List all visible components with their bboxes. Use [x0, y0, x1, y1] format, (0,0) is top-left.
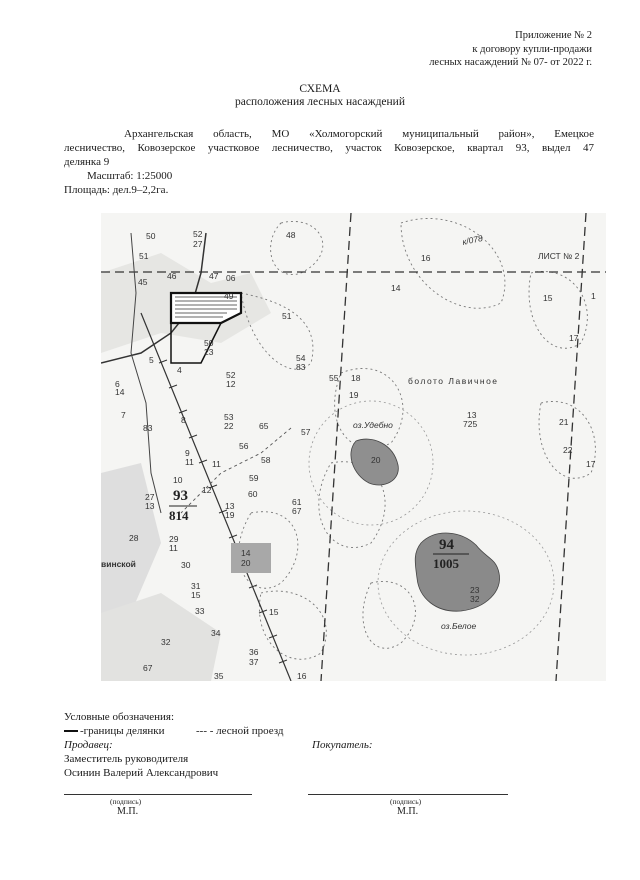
sheet-label: ЛИСТ № 2	[538, 251, 580, 261]
svg-text:6: 6	[115, 379, 120, 389]
shaded-stand	[231, 543, 271, 573]
svg-text:53: 53	[224, 412, 234, 422]
map-scale: Масштаб: 1:25000	[87, 170, 173, 182]
svg-text:32: 32	[470, 594, 480, 604]
svg-text:7: 7	[121, 410, 126, 420]
svg-text:10: 10	[173, 475, 183, 485]
svg-text:22: 22	[563, 445, 573, 455]
location-line-2: лесничество, Ковозерское участковое лесничество, участок Ковозерское, квартал 93, выдел 47	[64, 142, 594, 154]
svg-text:29: 29	[169, 534, 179, 544]
svg-text:83: 83	[296, 362, 306, 372]
svg-text:15: 15	[191, 590, 201, 600]
seller-name: Осинин Валерий Александрович	[64, 767, 219, 779]
svg-text:57: 57	[301, 427, 311, 437]
svg-text:5: 5	[149, 355, 154, 365]
svg-text:19: 19	[349, 390, 359, 400]
svg-text:83: 83	[143, 423, 153, 433]
svg-text:13: 13	[225, 501, 235, 511]
svg-text:65: 65	[259, 421, 269, 431]
quarter-94-area: 1005	[433, 556, 459, 571]
appendix-contract-number: лесных насаждений № 07- от 2022 г.	[429, 57, 592, 68]
svg-text:52: 52	[193, 229, 203, 239]
quarter-93-label: 93	[173, 488, 188, 504]
svg-text:15: 15	[269, 607, 279, 617]
svg-text:48: 48	[286, 230, 296, 240]
svg-text:49: 49	[224, 291, 234, 301]
svg-text:34: 34	[211, 628, 221, 638]
lake-udebno-label: оз.Удебно	[353, 420, 393, 430]
svg-text:19: 19	[225, 510, 235, 520]
svg-text:46: 46	[167, 271, 177, 281]
svg-text:50: 50	[146, 231, 156, 241]
svg-text:12: 12	[202, 485, 212, 495]
seller-stamp-label: М.П.	[117, 806, 139, 817]
svg-text:47: 47	[209, 271, 219, 281]
svg-text:15: 15	[543, 293, 553, 303]
svg-text:51: 51	[139, 251, 149, 261]
legend-boundary: -границы делянки	[64, 724, 165, 738]
svg-text:52: 52	[226, 370, 236, 380]
svg-text:06: 06	[226, 273, 236, 283]
seller-position: Заместитель руководителя	[64, 753, 189, 765]
svg-text:51: 51	[282, 311, 292, 321]
svg-text:14: 14	[391, 283, 401, 293]
svg-text:12: 12	[226, 379, 236, 389]
quarter-93-area: 814	[169, 508, 189, 523]
svg-text:17: 17	[586, 459, 596, 469]
svg-text:9: 9	[185, 448, 190, 458]
handwritten-note: к/078	[461, 232, 484, 247]
svg-text:27: 27	[193, 239, 203, 249]
legend-title: Условные обозначения:	[64, 711, 175, 723]
location-line-3: делянка 9	[64, 156, 110, 168]
svg-text:33: 33	[195, 606, 205, 616]
svg-text:20: 20	[371, 455, 381, 465]
buyer-label: Покупатель:	[312, 739, 373, 751]
svg-text:18: 18	[351, 373, 361, 383]
legend-road: --- - лесной проезд	[196, 725, 284, 737]
svg-text:11: 11	[212, 459, 221, 469]
svg-text:14: 14	[241, 548, 251, 558]
svg-text:60: 60	[248, 489, 258, 499]
svg-text:36: 36	[249, 647, 259, 657]
svg-text:11: 11	[185, 457, 194, 467]
svg-text:725: 725	[463, 419, 478, 429]
seller-signature-caption: (подпись)	[110, 797, 142, 806]
appendix-contract: к договору купли-продажи	[472, 44, 592, 55]
boundary-line-icon	[64, 730, 78, 732]
svg-text:59: 59	[249, 473, 259, 483]
svg-text:28: 28	[129, 533, 139, 543]
seller-signature-line	[64, 794, 252, 795]
plot-area: Площадь: дел.9–2,2га.	[64, 184, 169, 196]
svg-text:56: 56	[239, 441, 249, 451]
svg-text:16: 16	[297, 671, 307, 681]
svg-text:22: 22	[224, 421, 234, 431]
buyer-signature-line	[308, 794, 508, 795]
document-subtitle: расположения лесных насаждений	[235, 96, 405, 108]
svg-text:35: 35	[214, 671, 224, 681]
svg-text:13: 13	[145, 501, 155, 511]
svg-text:1: 1	[591, 291, 596, 301]
seller-label: Продавец:	[64, 739, 113, 751]
svg-text:32: 32	[161, 637, 171, 647]
svg-text:16: 16	[421, 253, 431, 263]
svg-text:55: 55	[329, 373, 339, 383]
quarter-94-label: 94	[439, 537, 454, 553]
svg-text:4: 4	[177, 365, 182, 375]
location-line-1: Архангельская область, МО «Холмогорский муниципальный район», Емецкое	[124, 128, 594, 140]
svg-text:17: 17	[569, 333, 579, 343]
svg-text:54: 54	[296, 353, 306, 363]
svg-text:13: 13	[467, 410, 477, 420]
svg-text:14: 14	[115, 387, 125, 397]
svg-text:31: 31	[191, 581, 201, 591]
svg-text:30: 30	[181, 560, 191, 570]
svg-text:58: 58	[261, 455, 271, 465]
svg-text:20: 20	[241, 558, 251, 568]
svg-text:23: 23	[204, 347, 214, 357]
svg-text:11: 11	[169, 543, 178, 553]
svg-text:45: 45	[138, 277, 148, 287]
village-label: винской	[101, 559, 136, 569]
appendix-number: Приложение № 2	[515, 30, 592, 41]
svg-text:23: 23	[470, 585, 480, 595]
forest-map	[101, 213, 606, 681]
svg-text:21: 21	[559, 417, 569, 427]
bog-label: болото Лавичное	[408, 376, 499, 386]
svg-text:67: 67	[143, 663, 153, 673]
document-title: СХЕМА	[299, 83, 341, 95]
buyer-stamp-label: М.П.	[397, 806, 419, 817]
lake-beloe-label: оз.Белое	[441, 621, 477, 631]
svg-text:27: 27	[145, 492, 155, 502]
svg-text:50: 50	[204, 338, 214, 348]
svg-text:61: 61	[292, 497, 302, 507]
svg-text:37: 37	[249, 657, 259, 667]
svg-text:8: 8	[181, 415, 186, 425]
buyer-signature-caption: (подпись)	[390, 797, 422, 806]
svg-text:67: 67	[292, 506, 302, 516]
